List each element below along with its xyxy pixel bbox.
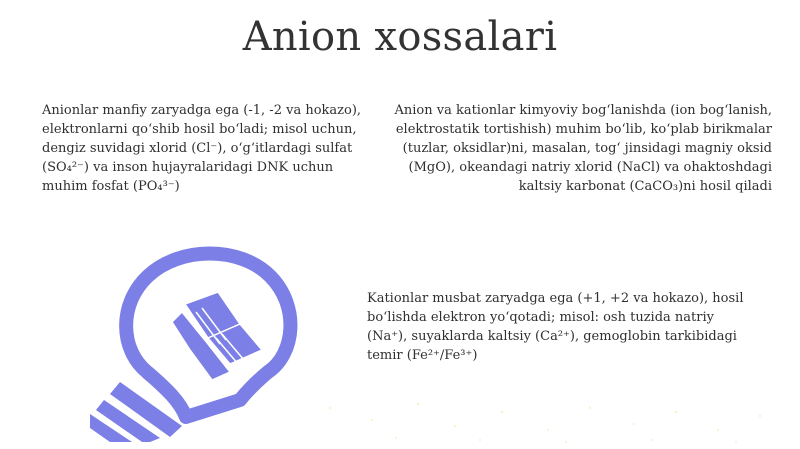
lightbulb-book-icon bbox=[90, 232, 320, 442]
cation-description: Kationlar musbat zaryadga ega (+1, +2 va hokazo), hosil bo‘lishda elektron yo‘qotadi; misol: osh tuzida natriy (Na⁺), suyaklarda kaltsiy (Ca²⁺), gemoglobin tarkibidagi temir (Fe²⁺/Fe³⁺) bbox=[367, 291, 744, 363]
bonding-description: Anion va kationlar kimyoviy bog‘lanishda (ion bog‘lanish, elektrostatik tortishish) muhim bo‘lib, ko‘plab birikmalar (tuzlar, oksidlar)ni, masalan, tog‘ jinsidagi magniy oksid (MgO), okeandagi natriy xlorid (NaCl) va ohaktoshdagi kaltsiy karbonat (CaCO₃)ni hosil qiladi bbox=[394, 103, 772, 194]
book-icon bbox=[172, 292, 262, 380]
slide-title: Anion xossalari bbox=[242, 14, 558, 60]
anion-description: Anionlar manfiy zaryadga ega (-1, -2 va hokazo), elektronlarni qo‘shib hosil bo‘ladi; misol uchun, dengiz suvidagi xlorid (Cl⁻), o‘g‘itlardagi sulfat (SO₄²⁻) va inson hujayralaridagi DNK uchun muhim fosfat (PO₄³⁻) bbox=[42, 103, 362, 194]
